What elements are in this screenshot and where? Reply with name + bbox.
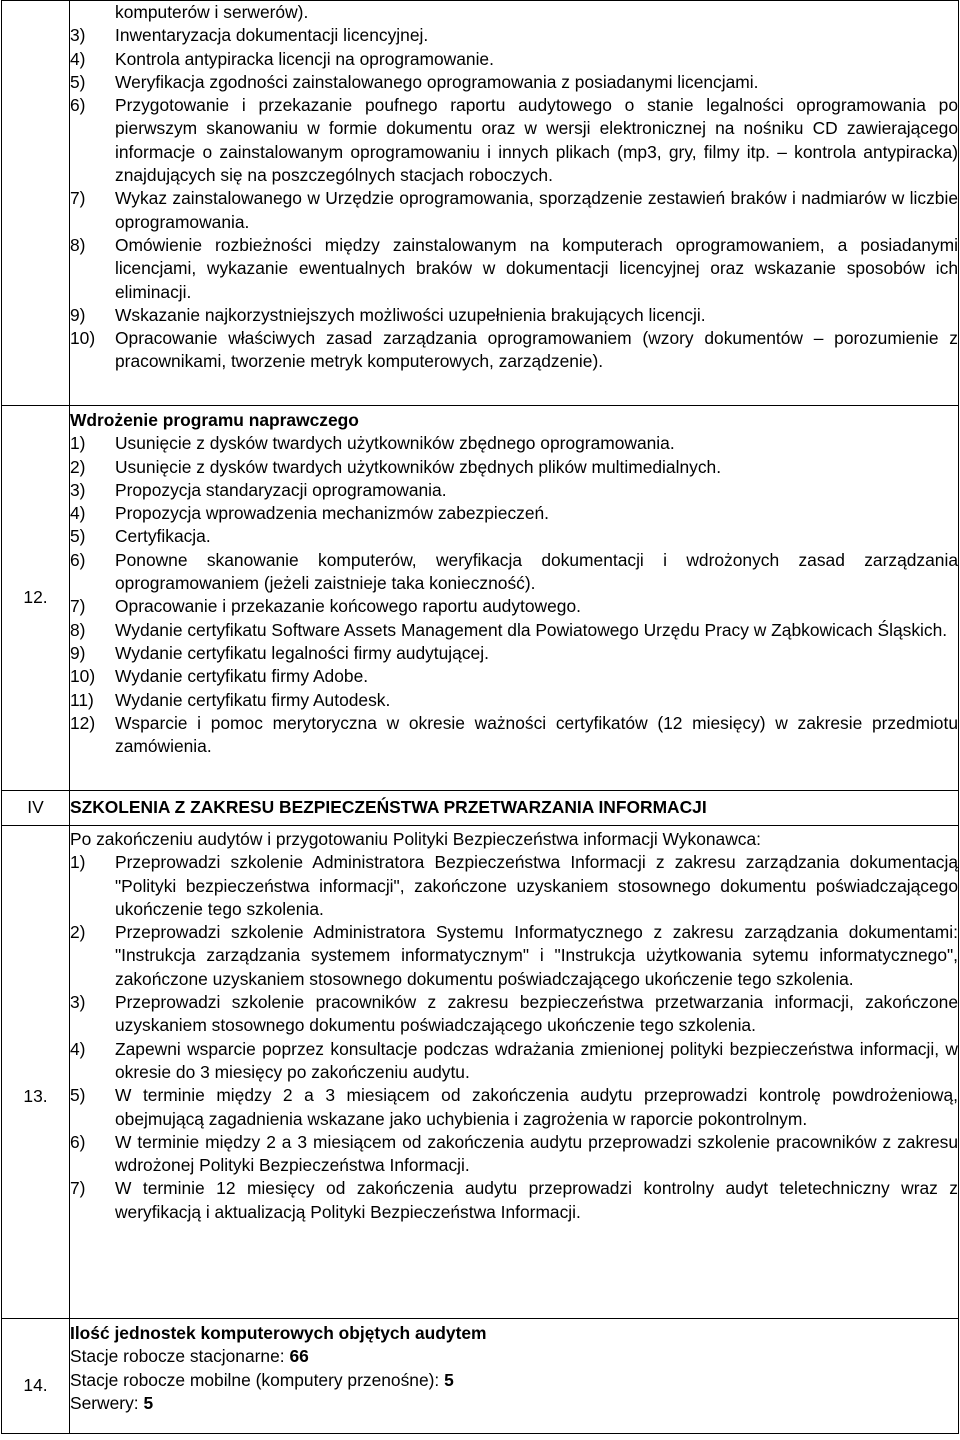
list-item-number: 7) bbox=[70, 188, 86, 209]
row-content-cell bbox=[70, 1, 959, 406]
training-list bbox=[70, 851, 958, 1224]
list-item bbox=[70, 94, 958, 187]
list-item-number: 7) bbox=[70, 596, 86, 617]
row-number: IV bbox=[27, 797, 44, 818]
list-item-text: Ponowne skanowanie komputerów, weryfikacja dokumentacji i wdrożonych zasad zarządzania oprogramowaniem (jeżeli zaistnieje taka konieczność). bbox=[115, 549, 958, 594]
audit-steps-list bbox=[70, 1, 958, 374]
list-item-text: Wsparcie i pomoc merytoryczna w okresie ważności certyfikatów (12 miesięcy) w zakresie przedmiotu zamówienia. bbox=[115, 712, 958, 757]
list-item-text: Opracowanie i przekazanie końcowego raportu audytowego. bbox=[115, 596, 581, 617]
list-item-number: 5) bbox=[70, 526, 86, 547]
list-item-number: 1) bbox=[70, 852, 86, 873]
count-line bbox=[70, 1392, 958, 1415]
list-item-text: Opracowanie właściwych zasad zarządzania oprogramowaniem (wzory dokumentów – porozumienie z pracownikami, tworzenie metryk komputerowych, zarządzenie). bbox=[115, 328, 958, 372]
list-item-number: 6) bbox=[70, 1131, 86, 1152]
list-item-text: W terminie między 2 a 3 miesiącem od zakończenia audytu przeprowadzi kontrolę powdrożeniową, obejmującą zagadnienia wskazane jako uchybienia i zagrożenia w raporcie pokontrolnym. bbox=[115, 1085, 958, 1129]
list-item-text: Certyfikacja. bbox=[115, 526, 211, 547]
list-item-text: Wskazanie najkorzystniejszych możliwości uzupełnienia brakujących licencji. bbox=[115, 304, 706, 325]
list-item bbox=[70, 851, 958, 921]
row-number: 12. bbox=[23, 587, 48, 608]
list-item-number: 7) bbox=[70, 1178, 86, 1199]
list-item-number: 10) bbox=[70, 666, 96, 687]
list-item-number: 9) bbox=[70, 304, 86, 325]
list-item-number: 5) bbox=[70, 1085, 86, 1106]
list-item-number: 12) bbox=[70, 712, 96, 733]
row-number-cell bbox=[2, 826, 70, 1319]
list-item-number: 6) bbox=[70, 549, 86, 570]
count-line bbox=[70, 1345, 958, 1368]
list-item-number: 4) bbox=[70, 1038, 86, 1059]
row-continuation bbox=[2, 1, 959, 406]
list-item bbox=[70, 479, 958, 502]
row-number-cell bbox=[2, 791, 70, 826]
list-item bbox=[70, 689, 958, 712]
list-item bbox=[70, 1084, 958, 1131]
list-item-text: Usunięcie z dysków twardych użytkowników zbędnego oprogramowania. bbox=[115, 433, 675, 454]
row-number-cell bbox=[2, 1319, 70, 1434]
count-value: 5 bbox=[143, 1392, 154, 1413]
list-item bbox=[70, 502, 958, 525]
list-item-number: 2) bbox=[70, 456, 86, 477]
document-table bbox=[1, 0, 959, 1434]
list-item bbox=[70, 327, 958, 374]
list-item-text: Propozycja wprowadzenia mechanizmów zabezpieczeń. bbox=[115, 503, 550, 524]
list-item-number: 8) bbox=[70, 619, 86, 640]
remediation-list bbox=[70, 432, 958, 758]
list-item-text: Weryfikacja zgodności zainstalowanego oprogramowania z posiadanymi licencjami. bbox=[115, 71, 759, 92]
list-item-number: 9) bbox=[70, 642, 86, 663]
list-item bbox=[70, 991, 958, 1038]
list-item bbox=[70, 712, 958, 759]
list-item-text: Usunięcie z dysków twardych użytkowników zbędnych plików multimedialnych. bbox=[115, 456, 722, 477]
intro-text: Po zakończeniu audytów i przygotowaniu Polityki Bezpieczeństwa informacji Wykonawca: bbox=[70, 829, 761, 849]
list-item-text: Inwentaryzacja dokumentacji licencyjnej. bbox=[115, 25, 429, 46]
list-item-text: Wydanie certyfikatu firmy Adobe. bbox=[115, 666, 369, 687]
list-item-text: Przeprowadzi szkolenie pracowników z zakresu bezpieczeństwa przetwarzania informacji, zakończone uzyskaniem stosownego dokumentu poświadczającego ukończenie tego szkolenia. bbox=[115, 992, 958, 1036]
row-number-cell bbox=[2, 1, 70, 406]
list-item-number: 5) bbox=[70, 71, 86, 92]
row-number: 13. bbox=[23, 1086, 48, 1107]
list-item-text: Wydanie certyfikatu firmy Autodesk. bbox=[115, 689, 391, 710]
row-content-cell bbox=[70, 1319, 959, 1434]
count-label: Stacje robocze stacjonarne: bbox=[70, 1346, 290, 1367]
count-label: Serwery: bbox=[70, 1392, 144, 1413]
list-item-number: 4) bbox=[70, 48, 86, 69]
list-item-number: 8) bbox=[70, 234, 86, 255]
list-item bbox=[70, 48, 958, 71]
row-number: 14. bbox=[23, 1375, 48, 1396]
list-item bbox=[70, 304, 958, 327]
list-item bbox=[70, 619, 958, 642]
list-item-text: komputerów i serwerów). bbox=[115, 2, 309, 22]
list-item-text: Zapewni wsparcie poprzez konsultacje podczas wdrażania zmienionej polityki bezpieczeństwa informacji, w okresie do 3 miesięcy po zakończeniu audytu. bbox=[115, 1038, 958, 1082]
row-14 bbox=[2, 1319, 959, 1434]
count-value: 66 bbox=[289, 1346, 309, 1367]
count-line bbox=[70, 1369, 958, 1392]
section-title: SZKOLENIA Z ZAKRESU BEZPIECZEŃSTWA PRZETWARZANIA INFORMACJI bbox=[70, 797, 707, 818]
row-section-IV bbox=[2, 791, 959, 826]
list-item bbox=[70, 642, 958, 665]
count-label: Stacje robocze mobilne (komputery przenośne): bbox=[70, 1369, 445, 1390]
list-item-text: Przygotowanie i przekazanie poufnego raportu audytowego o stanie legalności oprogramowania po pierwszym skanowaniu w formie dokumentu oraz w wersji elektronicznej na nośniku CD zawierającego informacje o zainstalowanym oprogramowaniu i innych plikach (mp3, gry, filmy itp. – kontrola antypiracka) znajdujących się na poszczególnych stacjach roboczych. bbox=[115, 95, 958, 186]
list-item bbox=[70, 549, 958, 596]
row-content-cell bbox=[70, 826, 959, 1319]
list-item-number: 11) bbox=[70, 689, 94, 710]
row-content-cell bbox=[70, 791, 959, 826]
row-13 bbox=[2, 826, 959, 1319]
list-item bbox=[70, 456, 958, 479]
count-value: 5 bbox=[444, 1369, 454, 1390]
list-item-number: 3) bbox=[70, 992, 86, 1013]
list-item bbox=[70, 595, 958, 618]
list-item-text: Kontrola antypiracka licencji na oprogramowanie. bbox=[115, 48, 494, 69]
row-12 bbox=[2, 406, 959, 791]
list-item bbox=[70, 24, 958, 47]
row-number-cell bbox=[2, 406, 70, 791]
list-item-number: 6) bbox=[70, 95, 86, 116]
list-item-number: 4) bbox=[70, 503, 86, 524]
list-item-number: 1) bbox=[70, 433, 86, 454]
list-item bbox=[70, 1038, 958, 1085]
list-item-number: 10) bbox=[70, 328, 96, 349]
list-item-text: Wydanie certyfikatu Software Assets Management dla Powiatowego Urzędu Pracy w Ząbkowicach Śląskich. bbox=[115, 619, 948, 640]
section-heading: Wdrożenie programu naprawczego bbox=[70, 410, 359, 430]
list-item-text: Wydanie certyfikatu legalności firmy audytującej. bbox=[115, 642, 489, 663]
section-heading: Ilość jednostek komputerowych objętych audytem bbox=[70, 1323, 487, 1343]
list-item bbox=[70, 71, 958, 94]
list-item bbox=[70, 525, 958, 548]
list-item-text: Wykaz zainstalowanego w Urzędzie oprogramowania, sporządzenie zestawień braków i nadmiarów w liczbie oprogramowania. bbox=[115, 188, 958, 232]
list-item bbox=[70, 665, 958, 688]
list-item bbox=[70, 921, 958, 991]
list-item bbox=[70, 1177, 958, 1224]
list-item bbox=[70, 234, 958, 304]
row-content-cell bbox=[70, 406, 959, 791]
list-item-text: Przeprowadzi szkolenie Administratora Bezpieczeństwa Informacji z zakresu zarządzania dokumentacją "Polityki bezpieczeństwa informacji", zakończone uzyskaniem stosownego dokumentu poświadczającego ukończenie tego szkolenia. bbox=[115, 852, 958, 919]
list-item-number: 3) bbox=[70, 25, 86, 46]
list-item-number: 2) bbox=[70, 922, 86, 943]
list-item-text: Przeprowadzi szkolenie Administratora Systemu Informatycznego z zakresu zarządzania dokumentami: "Instrukcja zarządzania systemem informatycznym" i "Instrukcja użytkowania sytemu informatycznego", zakończone uzyskaniem stosownego dokumentu poświadczającego ukończenie tego szkolenia. bbox=[115, 922, 958, 989]
list-item-text: W terminie między 2 a 3 miesiącem od zakończenia audytu przeprowadzi szkolenie pracowników z zakresu wdrożonej Polityki Bezpieczeństwa Informacji. bbox=[115, 1131, 958, 1176]
list-item-number: 3) bbox=[70, 479, 86, 500]
list-item bbox=[70, 1131, 958, 1178]
list-item-text: Omówienie rozbieżności między zainstalowanym na komputerach oprogramowaniem, a posiadanymi licencjami, wykazanie ewentualnych braków w dokumentacji licencyjnej oraz wskazanie sposobów ich eliminacji. bbox=[115, 234, 958, 302]
list-item bbox=[70, 187, 958, 234]
list-item-text: Propozycja standaryzacji oprogramowania. bbox=[115, 479, 447, 500]
list-item-text: W terminie 12 miesięcy od zakończenia audytu przeprowadzi kontrolny audyt teletechniczny wraz z weryfikacją i aktualizacją Polityki Bezpieczeństwa Informacji. bbox=[115, 1178, 958, 1222]
list-item bbox=[70, 1, 958, 24]
list-item bbox=[70, 432, 958, 455]
